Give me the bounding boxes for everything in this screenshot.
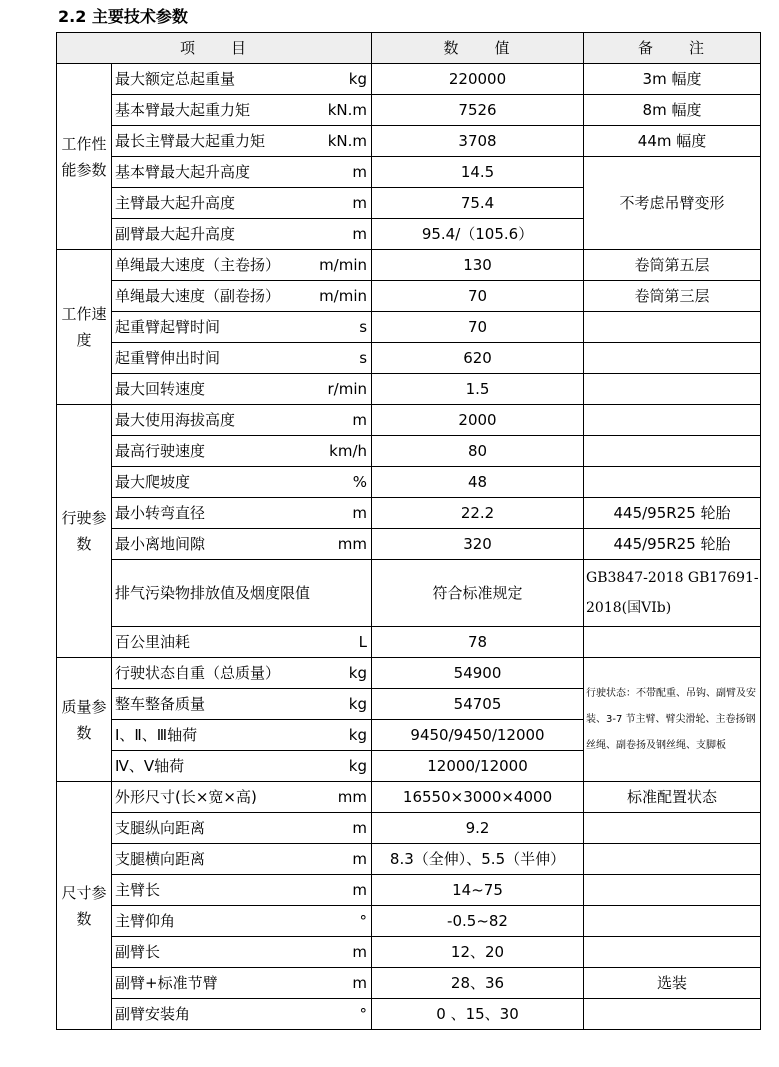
param-note: 8m 幅度: [584, 95, 761, 126]
param-value: 14.5: [372, 157, 584, 188]
param-note: [584, 875, 761, 906]
param-note: 不考虑吊臂变形: [584, 157, 761, 250]
param-unit: kg: [348, 695, 368, 713]
param-note: [584, 467, 761, 498]
table-row: [57, 312, 761, 343]
param-name: Ⅰ、Ⅱ、Ⅲ轴荷: [115, 726, 198, 744]
param-note: 行驶状态：不带配重、吊钩、副臂及安装、3-7 节主臂、臂尖滑轮、主卷扬钢丝绳、副卷扬及钢丝绳、支脚板: [584, 658, 761, 782]
param-name: 最大回转速度: [115, 380, 206, 398]
table-row: [57, 157, 761, 188]
param-name-cell: [112, 188, 372, 219]
param-name-cell: [112, 281, 372, 312]
header-item: 项 目: [57, 33, 372, 64]
param-note: 3m 幅度: [584, 64, 761, 95]
param-value: 78: [372, 627, 584, 658]
param-note: 选装: [584, 968, 761, 999]
param-name-cell: [112, 968, 372, 999]
header-note: 备 注: [584, 33, 761, 64]
param-name-cell: [112, 999, 372, 1030]
table-row: [57, 64, 761, 95]
param-name-cell: [112, 219, 372, 250]
param-value: 2000: [372, 405, 584, 436]
param-unit: s: [359, 318, 368, 336]
table-row: [57, 529, 761, 560]
table-header-row: [57, 33, 761, 64]
param-name: 最大额定总起重量: [115, 70, 236, 88]
param-name-cell: [112, 312, 372, 343]
param-value: 54900: [372, 658, 584, 689]
param-name-cell: [112, 560, 372, 627]
param-name: 整车整备质量: [115, 695, 206, 713]
param-note: 卷筒第三层: [584, 281, 761, 312]
param-note: 445/95R25 轮胎: [584, 529, 761, 560]
param-value: 320: [372, 529, 584, 560]
param-note: [584, 627, 761, 658]
param-name-cell: [112, 906, 372, 937]
param-value: 80: [372, 436, 584, 467]
param-unit: m: [352, 504, 368, 522]
param-unit: km/h: [329, 442, 368, 460]
param-name-cell: [112, 844, 372, 875]
param-name: 单绳最大速度（主卷扬）: [115, 256, 281, 274]
param-name: 外形尺寸(长×宽×高): [115, 788, 257, 806]
param-name: 起重臂伸出时间: [115, 349, 221, 367]
param-name-cell: [112, 751, 372, 782]
param-value: 70: [372, 312, 584, 343]
param-name: 主臂长: [115, 881, 161, 899]
param-name-cell: [112, 157, 372, 188]
param-note: [584, 999, 761, 1030]
param-value: -0.5~82: [372, 906, 584, 937]
table-row: [57, 627, 761, 658]
table-row: [57, 405, 761, 436]
param-note: [584, 343, 761, 374]
param-unit: m: [352, 881, 368, 899]
category-cell: 工作速度: [57, 250, 112, 405]
param-name-cell: [112, 658, 372, 689]
param-note: [584, 813, 761, 844]
param-value: 9.2: [372, 813, 584, 844]
param-name: Ⅳ、Ⅴ轴荷: [115, 757, 185, 775]
param-unit: m: [352, 943, 368, 961]
param-unit: L: [358, 633, 368, 651]
param-name: 最高行驶速度: [115, 442, 206, 460]
param-note: [584, 906, 761, 937]
param-name-cell: [112, 374, 372, 405]
table-row: [57, 467, 761, 498]
param-unit: mm: [337, 535, 368, 553]
param-note: [584, 374, 761, 405]
param-unit: kg: [348, 757, 368, 775]
table-row: [57, 281, 761, 312]
param-name-cell: [112, 467, 372, 498]
param-unit: m/min: [319, 287, 368, 305]
param-name: 起重臂起臂时间: [115, 318, 221, 336]
param-unit: m: [352, 163, 368, 181]
param-unit: m: [352, 819, 368, 837]
param-name: 基本臂最大起升高度: [115, 163, 251, 181]
param-name: 最大使用海拔高度: [115, 411, 236, 429]
param-unit: kg: [348, 726, 368, 744]
section-heading: 2.2 主要技术参数: [58, 7, 188, 26]
table-row: [57, 560, 761, 627]
param-value: 8.3（全伸）、5.5（半伸）: [372, 844, 584, 875]
param-value: 0 、15、30: [372, 999, 584, 1030]
param-value: 70: [372, 281, 584, 312]
param-name-cell: [112, 436, 372, 467]
category-cell: 工作性能参数: [57, 64, 112, 250]
category-cell: 质量参数: [57, 658, 112, 782]
table-row: [57, 250, 761, 281]
param-unit: kg: [348, 70, 368, 88]
param-note: [584, 436, 761, 467]
param-name-cell: [112, 126, 372, 157]
table-row: [57, 95, 761, 126]
category-cell: 行驶参数: [57, 405, 112, 658]
param-name: 主臂最大起升高度: [115, 194, 236, 212]
param-value: 12000/12000: [372, 751, 584, 782]
param-value: 16550×3000×4000: [372, 782, 584, 813]
param-unit: kN.m: [327, 132, 368, 150]
header-value: 数 值: [372, 33, 584, 64]
table-row: [57, 374, 761, 405]
param-name: 副臂最大起升高度: [115, 225, 236, 243]
param-value: 95.4/（105.6）: [372, 219, 584, 250]
param-note: 卷筒第五层: [584, 250, 761, 281]
param-name-cell: [112, 937, 372, 968]
param-name: 单绳最大速度（副卷扬）: [115, 287, 281, 305]
table-row: [57, 875, 761, 906]
param-name: 副臂安装角: [115, 1005, 191, 1023]
spec-table: [56, 32, 761, 1030]
param-name-cell: [112, 64, 372, 95]
param-name: 主臂仰角: [115, 912, 176, 930]
param-unit: r/min: [327, 380, 368, 398]
table-row: [57, 498, 761, 529]
param-name: 最小离地间隙: [115, 535, 206, 553]
param-name-cell: [112, 813, 372, 844]
table-row: [57, 999, 761, 1030]
param-name: 基本臂最大起重力矩: [115, 101, 251, 119]
table-row: [57, 343, 761, 374]
param-note: [584, 844, 761, 875]
param-value: 220000: [372, 64, 584, 95]
param-unit: °: [359, 912, 368, 930]
param-name-cell: [112, 875, 372, 906]
table-row: [57, 782, 761, 813]
table-row: [57, 658, 761, 689]
param-name-cell: [112, 250, 372, 281]
table-row: [57, 844, 761, 875]
param-value: 54705: [372, 689, 584, 720]
param-name: 百公里油耗: [115, 633, 191, 651]
param-value: 22.2: [372, 498, 584, 529]
param-note: [584, 312, 761, 343]
param-unit: m: [352, 974, 368, 992]
table-row: [57, 436, 761, 467]
param-value: 符合标准规定: [372, 560, 584, 627]
param-unit: kN.m: [327, 101, 368, 119]
param-value: 75.4: [372, 188, 584, 219]
param-unit: °: [359, 1005, 368, 1023]
param-name: 排气污染物排放值及烟度限值: [115, 584, 311, 602]
param-note: 44m 幅度: [584, 126, 761, 157]
param-value: 28、36: [372, 968, 584, 999]
param-name: 副臂长: [115, 943, 161, 961]
param-name: 最长主臂最大起重力矩: [115, 132, 266, 150]
param-name: 行驶状态自重（总质量）: [115, 664, 281, 682]
param-unit: s: [359, 349, 368, 367]
param-value: 3708: [372, 126, 584, 157]
param-unit: m/min: [319, 256, 368, 274]
param-name-cell: [112, 529, 372, 560]
param-name-cell: [112, 95, 372, 126]
category-cell: 尺寸参数: [57, 782, 112, 1030]
table-row: [57, 937, 761, 968]
param-name: 最小转弯直径: [115, 504, 206, 522]
param-note: [584, 405, 761, 436]
table-row: [57, 968, 761, 999]
param-value: 7526: [372, 95, 584, 126]
param-value: 12、20: [372, 937, 584, 968]
param-name: 支腿纵向距离: [115, 819, 206, 837]
param-note: 445/95R25 轮胎: [584, 498, 761, 529]
table-row: [57, 126, 761, 157]
param-note: [584, 937, 761, 968]
param-name-cell: [112, 782, 372, 813]
param-value: 9450/9450/12000: [372, 720, 584, 751]
param-name-cell: [112, 343, 372, 374]
table-row: [57, 813, 761, 844]
param-unit: m: [352, 850, 368, 868]
param-unit: m: [352, 194, 368, 212]
param-name-cell: [112, 405, 372, 436]
param-name-cell: [112, 720, 372, 751]
param-value: 130: [372, 250, 584, 281]
param-name: 副臂+标准节臂: [115, 974, 218, 992]
param-unit: m: [352, 225, 368, 243]
param-name: 支腿横向距离: [115, 850, 206, 868]
param-name-cell: [112, 689, 372, 720]
param-note: GB3847-2018 GB17691-2018(国VIb): [584, 560, 761, 627]
param-value: 48: [372, 467, 584, 498]
param-name-cell: [112, 627, 372, 658]
param-name-cell: [112, 498, 372, 529]
param-unit: %: [352, 473, 368, 491]
param-unit: mm: [337, 788, 368, 806]
table-row: [57, 906, 761, 937]
param-name: 最大爬坡度: [115, 473, 191, 491]
param-value: 620: [372, 343, 584, 374]
param-note: 标准配置状态: [584, 782, 761, 813]
param-unit: kg: [348, 664, 368, 682]
param-unit: m: [352, 411, 368, 429]
param-value: 1.5: [372, 374, 584, 405]
param-value: 14~75: [372, 875, 584, 906]
